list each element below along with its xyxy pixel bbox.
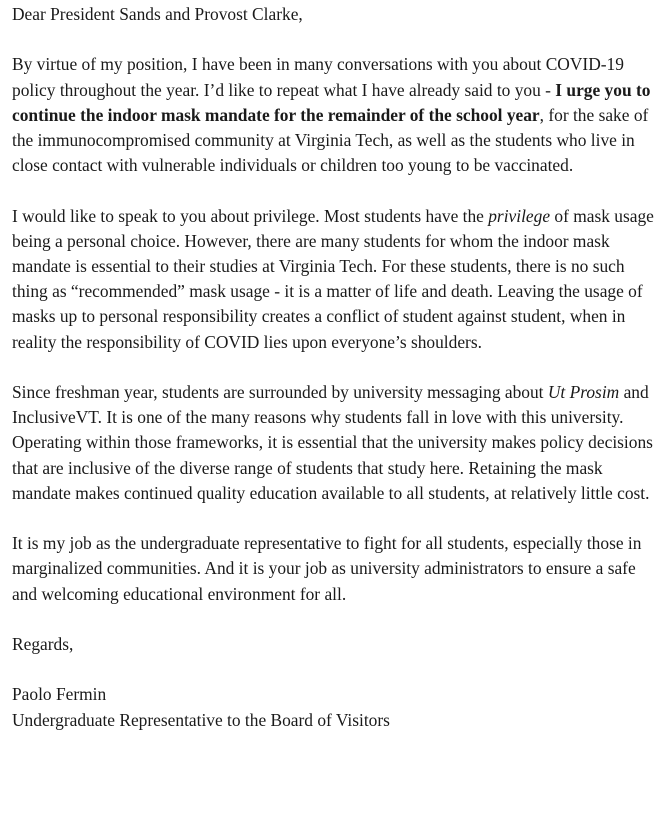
paragraph-3-text-end: and InclusiveVT. It is one of the many reasons why students fall in love with this university. Operating within those frameworks, it is essential that the university makes policy decisions that are inclusive of the diverse range of students that study here. Retaining the mask mandate makes continued quality education available to all students, at relatively little cost. — [12, 382, 653, 503]
closing: Regards, — [12, 634, 74, 654]
paragraph-1-text-end: , for the sake of the immunocompromised community at Virginia Tech, as well as the students who live in close contact with vulnerable individuals or children too young to be vaccinated. — [12, 104, 649, 176]
paragraph-3-text: Since freshman year, students are surrounded by university messaging about — [12, 382, 548, 402]
letter-body — [12, 2, 662, 733]
signature-title: Undergraduate Representative to the Board of Visitors — [12, 709, 390, 730]
privilege-emphasis: privilege — [488, 205, 551, 226]
paragraph-1-text: By virtue of my position, I have been in many conversations with you about COVID-19 policy throughout the year. I’d like to repeat what I have already said to you - — [12, 54, 624, 100]
salutation: Dear President Sands and Provost Clarke, — [12, 4, 303, 24]
ut-prosim-emphasis: Ut Prosim — [547, 382, 620, 402]
mask-mandate-request-emphasis: I urge you to continue the indoor mask mandate for the remainder of the school year — [12, 79, 651, 125]
paragraph-2-text-end: of mask usage being a personal choice. However, there are many students for whom the indoor mask mandate is essential to their studies at Virginia Tech. For these students, there is no such thing as “recommended” mask usage - it is a matter of life and death. Leaving the usage of masks up to personal responsibility creates a conflict of student against student, when in reality the responsibility of COVID lies upon everyone’s shoulders. — [12, 205, 654, 352]
paragraph-representative-role: It is my job as the undergraduate representative to fight for all students, especially those in marginalized communities. And it is your job as university administrators to ensure a safe and welcoming educational environment for all. — [12, 533, 642, 604]
paragraph-mask-mandate-request — [12, 52, 662, 178]
paragraph-privilege — [12, 204, 662, 355]
signature-name: Paolo Fermin — [12, 684, 107, 705]
paragraph-2-text: I would like to speak to you about privilege. Most students have the — [12, 205, 489, 226]
paragraph-ut-prosim — [12, 380, 662, 506]
